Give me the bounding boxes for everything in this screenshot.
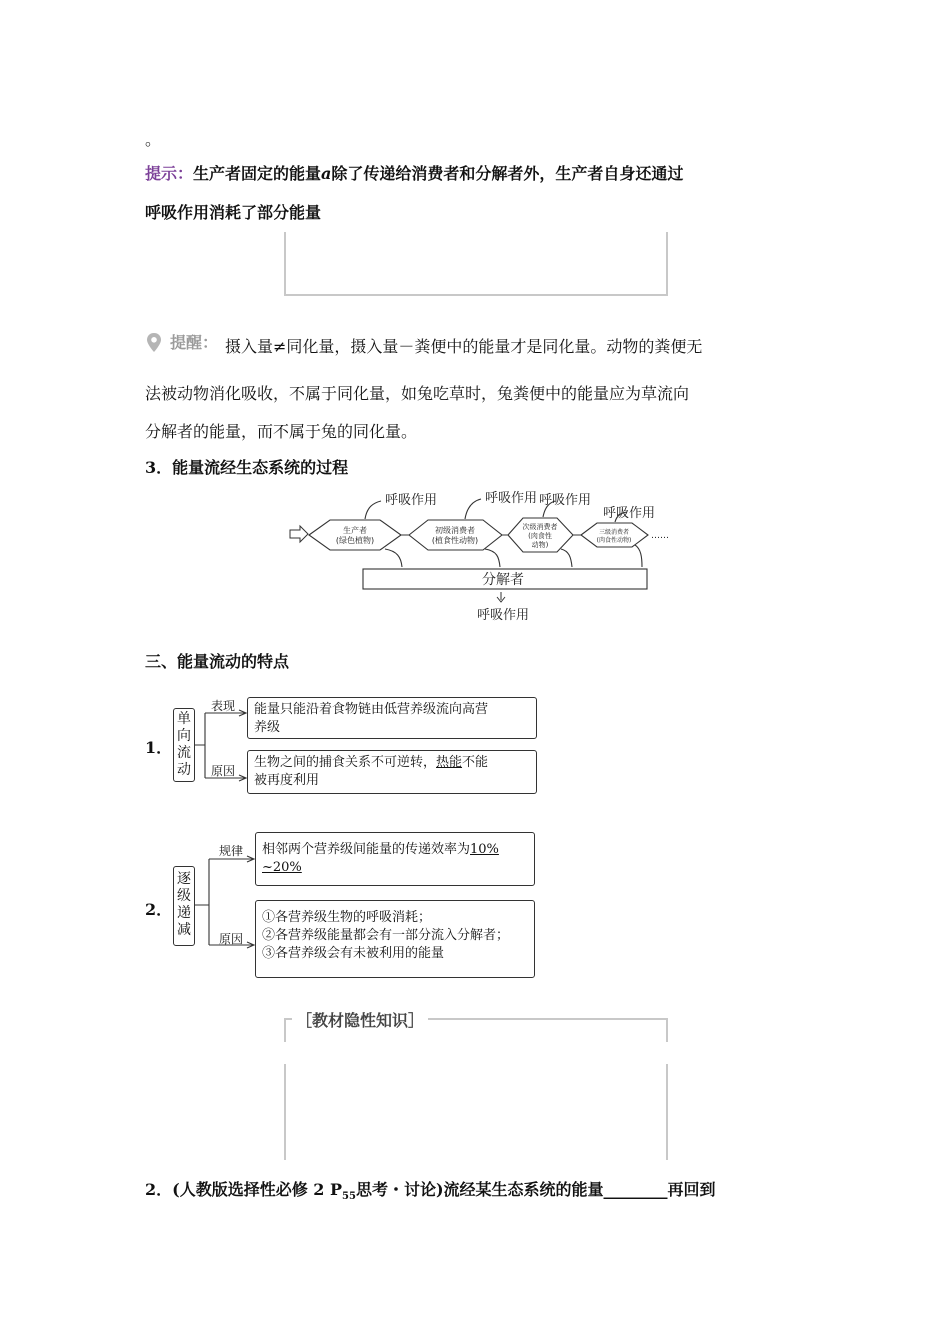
box-line: 能量只能沿着食物链由低营养级流向高营	[254, 702, 489, 717]
node-sublabel: 动物)	[531, 541, 549, 549]
node-sublabel: (肉食性	[528, 532, 552, 540]
hint-variable: a	[321, 164, 332, 183]
question-text: 流经某生态系统的能量	[443, 1180, 604, 1199]
reminder-line-2: 法被动物消化吸收，不属于同化量，如兔吃草时，兔粪便中的能量应为草流向	[145, 384, 690, 403]
answer-frame	[284, 232, 668, 296]
location-pin-icon	[145, 332, 163, 354]
node-label: 次级消费者	[522, 523, 558, 531]
title-char: 动	[177, 762, 191, 778]
section-three-heading: 三、能量流动的特点	[145, 652, 290, 671]
box-line: ②各营养级能量都会有一部分流入分解者；	[262, 928, 510, 943]
title-char: 减	[177, 922, 191, 938]
text: 生物之间的捕食关系不可逆转，	[254, 755, 437, 770]
node-sublabel: (植食性动物)	[431, 536, 479, 545]
reminder-line-3: 分解者的能量，而不属于兔的同化量。	[145, 422, 418, 441]
title-char: 级	[177, 888, 191, 904]
title-char: 逐	[177, 871, 191, 887]
bottom-respiration-label: 呼吸作用	[476, 608, 530, 623]
hidden-knowledge-title: ［教材隐性知识］	[292, 1008, 428, 1031]
node-label: 三级消费者	[598, 529, 630, 536]
box-line	[262, 859, 528, 877]
node-label: 生产者	[343, 526, 367, 535]
section-3-heading: 3．能量流经生态系统的过程	[145, 458, 349, 477]
respiration-label: 呼吸作用	[385, 493, 438, 508]
question-source: (人教版选择性必修 2 P	[172, 1180, 343, 1199]
hint-line-2: 呼吸作用消耗了部分能量	[145, 203, 322, 222]
box-line	[262, 841, 528, 859]
node-primary-consumer	[409, 520, 502, 550]
respiration-label: 呼吸作用	[485, 491, 538, 506]
hint-label: 提示：	[145, 164, 194, 183]
feature-1-number: 1．	[145, 738, 173, 757]
hidden-knowledge-frame-body	[284, 1064, 668, 1160]
text: 不能	[462, 755, 489, 770]
text: 相邻两个营养级间能量的传递效率为	[262, 842, 471, 857]
box-line: 养级	[254, 720, 281, 735]
underlined-text: 10%	[470, 842, 499, 857]
question-number: 2．	[145, 1180, 173, 1199]
box-line	[254, 754, 530, 772]
reminder-label: 提醒：	[170, 333, 219, 352]
title-char: 递	[177, 905, 191, 921]
feature-1-label-a: 表现	[211, 699, 236, 713]
node-sublabel: (绿色植物)	[335, 536, 375, 545]
answer-blank[interactable]: ________	[603, 1180, 668, 1199]
hint-text-before: 生产者固定的能量	[193, 164, 322, 183]
feature-1-box-b	[247, 750, 537, 794]
box-line: 被再度利用	[254, 773, 320, 788]
question-source: 思考・讨论)	[355, 1180, 444, 1199]
hint-text-after: 除了传递给消费者和分解者外，生产者自身还通过	[331, 164, 684, 183]
reminder-line-1: 摄入量≠同化量，摄入量－粪便中的能量才是同化量。动物的粪便无	[225, 337, 703, 356]
underlined-text: ~20%	[262, 860, 302, 875]
feature-1-title	[173, 708, 195, 782]
title-char: 流	[177, 745, 191, 761]
ellipsis: ……	[651, 531, 669, 541]
title-char: 向	[177, 728, 191, 744]
top-mark: 。	[145, 130, 162, 149]
feature-1-box-a	[247, 697, 537, 739]
box-line: ①各营养级生物的呼吸消耗；	[262, 910, 432, 925]
question-text: 再回到	[667, 1180, 716, 1199]
feature-1-label-b: 原因	[211, 764, 236, 778]
energy-flow-diagram	[285, 485, 685, 625]
box-line: ③各营养级会有未被利用的能量	[262, 946, 445, 961]
feature-2-box-a	[255, 832, 535, 886]
hint-line-1	[145, 164, 683, 184]
underlined-text: 热能	[436, 755, 463, 770]
decomposer-label: 分解者	[482, 572, 524, 588]
feature-2-box-b	[255, 900, 535, 978]
feature-2-number: 2．	[145, 900, 173, 919]
feature-2-label-a: 规律	[219, 844, 244, 858]
question-source-sub: 55	[342, 1191, 356, 1203]
node-sublabel: (肉食性动物)	[596, 537, 632, 544]
title-char: 单	[177, 711, 191, 727]
node-label: 初级消费者	[435, 526, 475, 535]
feature-2-title	[173, 866, 195, 946]
node-producer	[309, 520, 401, 550]
respiration-label: 呼吸作用	[603, 506, 656, 521]
feature-2-label-b: 原因	[219, 932, 244, 946]
question-2	[145, 1180, 716, 1207]
respiration-label: 呼吸作用	[539, 493, 592, 508]
